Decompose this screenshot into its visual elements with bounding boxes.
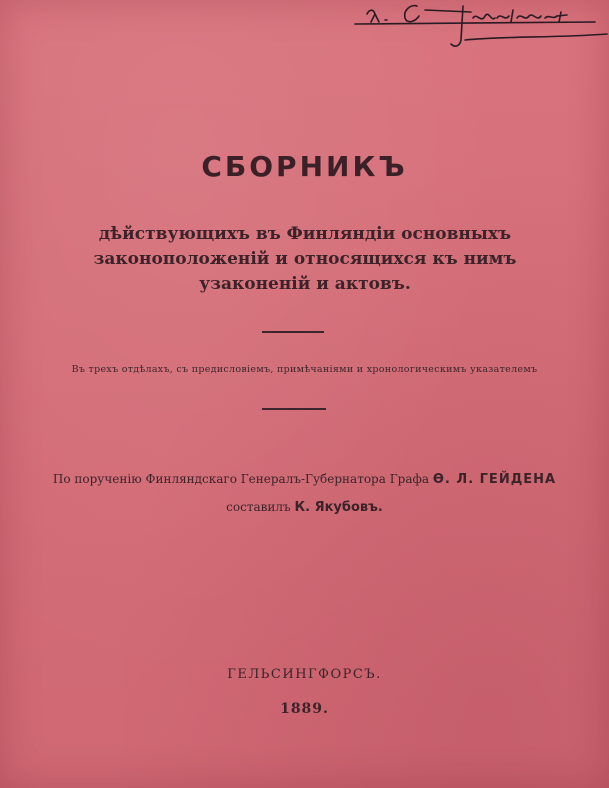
edition-note: Въ трехъ отдѣлахъ, съ предисловіемъ, примѣчаніями и хронологическимъ указателемъ (71, 364, 538, 375)
compiler-line (20, 500, 589, 515)
imprint-year: 1889. (280, 701, 329, 717)
governor-name: Ѳ. Л. ГЕЙДЕНА (432, 472, 557, 487)
imprint-place: ГЕЛЬСИНГФОРСЪ. (227, 667, 382, 682)
cover-title: СБОРНИКЪ (201, 150, 408, 183)
cover-subtitle: дѣйствующихъ въ Финляндіи основныхъ законоположеній и относящихся къ нимъ узаконеній и актовъ. (93, 224, 517, 294)
handwritten-signature (345, 0, 609, 52)
commission-line (20, 472, 589, 487)
divider-rule (262, 331, 324, 333)
compiler-prefix: составилъ (226, 500, 291, 514)
compiler-name: К. Якубовъ. (294, 500, 383, 515)
commission-prefix: По порученію Финляндскаго Генералъ-Губернатора Графа (52, 472, 430, 486)
signature-scrawl (345, 0, 609, 52)
divider-rule (262, 408, 326, 410)
